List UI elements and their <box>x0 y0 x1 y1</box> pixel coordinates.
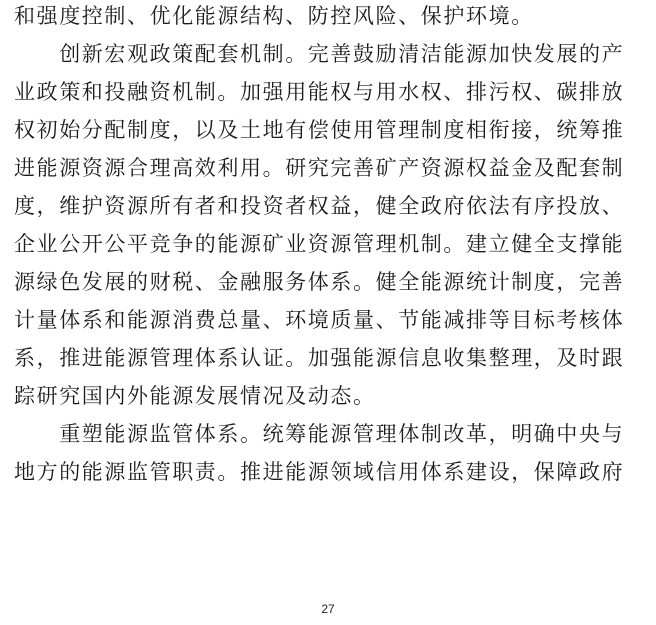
text-line: 和强度控制、优化能源结构、防控风险、保护环境。 <box>14 4 534 28</box>
text-line: 踪研究国内外能源发展情况及动态。 <box>14 384 376 408</box>
text-line: 计量体系和能源消费总量、环境质量、节能减排等目标考核体 <box>14 308 625 332</box>
text-line: 度，维护资源所有者和投资者权益，健全政府依法有序投放、 <box>14 194 625 218</box>
text-line: 地方的能源监管职责。推进能源领域信用体系建设，保障政府 <box>14 460 625 484</box>
text-line: 进能源资源合理高效利用。研究完善矿产资源权益金及配套制 <box>14 156 625 180</box>
text-line: 源绿色发展的财税、金融服务体系。健全能源统计制度，完善 <box>14 270 625 294</box>
text-line: 业政策和投融资机制。加强用能权与用水权、排污权、碳排放 <box>14 80 625 104</box>
text-line: 系，推进能源管理体系认证。加强能源信息收集整理，及时跟 <box>14 346 625 370</box>
body-text <box>14 0 644 497</box>
text-line: 重塑能源监管体系。统筹能源管理体制改革，明确中央与 <box>14 422 625 446</box>
text-line: 企业公开公平竞争的能源矿业资源管理机制。建立健全支撑能 <box>14 232 625 256</box>
text-line: 创新宏观政策配套机制。完善鼓励清洁能源加快发展的产 <box>14 42 625 66</box>
page-number: 27 <box>321 602 335 616</box>
text-line: 权初始分配制度，以及土地有偿使用管理制度相衔接，统筹推 <box>14 118 625 142</box>
